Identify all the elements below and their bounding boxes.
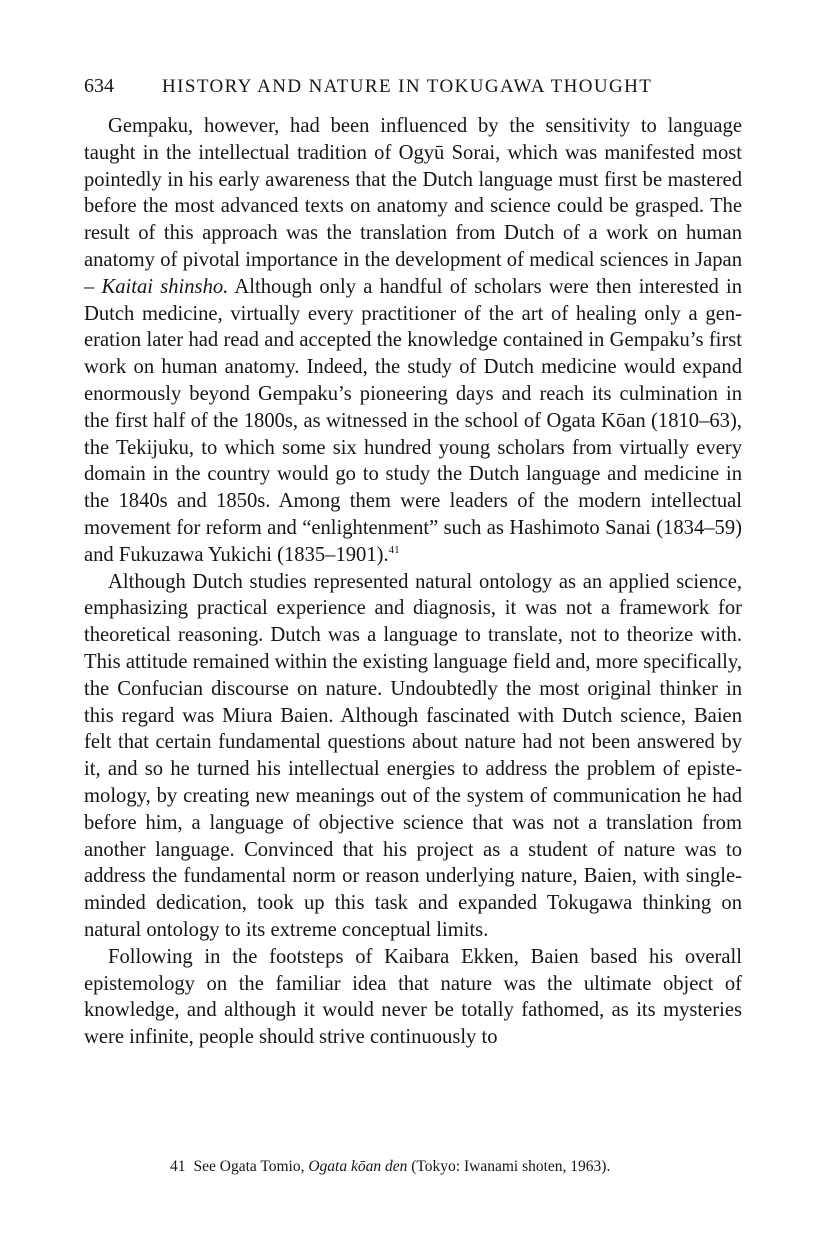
footnote-citation: (Tokyo: Iwanami shoten, 1963).: [407, 1158, 611, 1175]
running-head: [84, 72, 742, 101]
page-number: 634: [84, 75, 114, 97]
paragraph-text: Although only a handful of scholars were then interested in Dutch medicine, virtually every practitioner of the art of healing only a generation later had read and accepted the knowledge contained in Gempaku’s first work on human anatomy. Indeed, the study of Dutch medicine would expand enormously beyond Gempaku’s pioneering days and reach its culmination in the first half of the 1800s, as witnessed in the school of Ogata Kōan (1810–63), the Tekijuku, to which some six hundred young scholars from virtually every domain in the country would go to study the Dutch language and medicine in the 1840s and 1850s. Among them were leaders of the modern intellectual movement for reform and “enlightenment” such as Hashimoto Sanai (1834–59) and Fukuzawa Yukichi (1835–1901).: [84, 275, 743, 566]
paragraph-text: Gempaku, however, had been influenced by the sensitivity to language taught in the intellectual tradition of Ogyū Sorai, which was manifested most pointedly in his early awareness that the Dutch language must first be mastered before the most advanced texts on anatomy and science could be grasped. The result of this approach was the translation from Dutch of a work on human anatomy of pivotal importance in the development of medical sciences in Japan –: [84, 115, 742, 298]
running-title: HISTORY AND NATURE IN TOKUGAWA THOUGHT: [162, 76, 653, 97]
paragraph-gempaku: [84, 113, 742, 569]
footnote-text: See Ogata Tomio,: [193, 1158, 309, 1175]
paragraph-kaibara-ekken: Following in the footsteps of Kaibara Ekken, Baien based his overall epistemology on the familiar idea that nature was the ultimate object of knowledge, and although it would never be totally fathomed, as its mysteries were infinite, people should strive continuously to: [84, 945, 742, 1049]
page-body: [84, 72, 742, 1051]
footnote: [170, 1156, 770, 1178]
paragraph-dutch-studies: Although Dutch studies represented natural ontology as an applied science, emphasizing practical experience and diagnosis, it was not a framework for theoretical reasoning. Dutch was a language to translate, not to theorize with. This attitude remained within the existing language field and, more specifically, the Confucian discourse on nature. Undoubtedly the most original thinker in this regard was Miura Baien. Although fascinated with Dutch science, Baien felt that certain fundamental questions about nature had not been answered by it, and so he turned his intellectual energies to address the problem of epistemology, by creating new meanings out of the system of communication he had before him, a language of objective science that was not a translation from another language. Convinced that his project as a student of nature was to address the fundamental norm or reason underlying nature, Baien, with single-minded dedication, took up this task and expanded Tokugawa thinking on natural ontology to its extreme conceptual limits.: [84, 570, 742, 941]
footnote-book-title: Ogata kōan den: [308, 1158, 408, 1175]
book-title-kaitai-shinsho: Kaitai shinsho.: [101, 275, 229, 298]
footnote-number: 41: [170, 1158, 186, 1175]
footnote-reference[interactable]: 41: [388, 543, 400, 556]
